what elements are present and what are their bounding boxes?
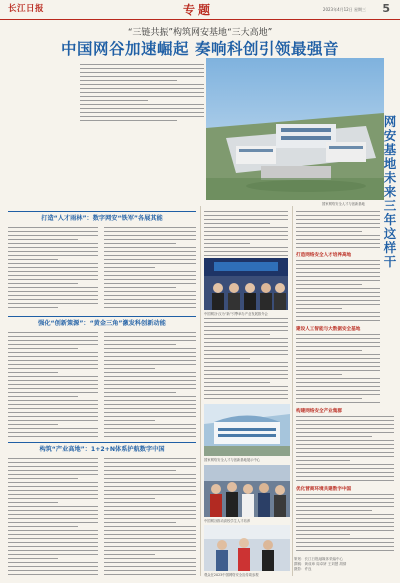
middle-text-top	[204, 211, 288, 259]
main-headline: 中国网谷加速崛起 奏响科创引领最强音	[61, 40, 339, 58]
section-1-text-col-b	[104, 227, 196, 311]
intro-text	[80, 64, 204, 124]
promotion-event-photo	[204, 258, 288, 310]
section-heading-3: 构筑“产业高地”：1+2+N体系护航数字中国	[8, 442, 196, 453]
feature-text-1	[296, 211, 380, 251]
page-number: 5	[382, 2, 390, 15]
feature-text-5	[296, 494, 394, 554]
expo-photo-caption: 国家网络安全人才与创新基地展示中心	[204, 458, 261, 462]
credit-line-3: 摄影：许良	[294, 567, 312, 571]
section-heading-1: 打造“人才雨林”：数字网安“铁军”各展其能	[8, 211, 196, 222]
column-divider-right	[292, 206, 293, 576]
feature-subhead-1: 打造网络安全人才培养高地	[296, 253, 352, 258]
feature-subhead-3: 构建网络安全产业集群	[296, 409, 342, 414]
top-photo-caption: 国家网络安全人才与创新基地	[322, 202, 365, 206]
masthead	[0, 0, 400, 20]
bottom-photo-caption: 观众在2023中国网络安全宣传周参观	[204, 573, 259, 577]
visitors-photo	[204, 525, 290, 571]
feature-subhead-4: 优化营商环境共建数字中国	[296, 487, 352, 492]
feature-subhead-2: 建设人工智能与大数据安全基地	[296, 327, 361, 332]
feature-text-3	[296, 334, 380, 406]
event-photo-caption: 中国网谷推动高校学生人才培养	[204, 519, 251, 523]
headline-kicker: “三链共振”构筑网安基地“三大高地”	[127, 28, 273, 38]
section-heading-2: 强化“创新策源”：“黄金三角”激发科创新动能	[8, 316, 196, 327]
middle-photo-caption: 中国网谷·汉为“新”引擎举办产业发展推介会	[204, 312, 268, 316]
student-event-photo	[204, 465, 290, 517]
section-3-text-col-a	[8, 458, 98, 578]
feature-text-4	[296, 416, 394, 484]
middle-text-middle	[204, 318, 288, 402]
expo-center-photo	[204, 404, 290, 456]
newspaper-logo: 长江日报	[8, 4, 45, 14]
campus-aerial-photo	[206, 58, 384, 200]
feature-text-2	[296, 260, 380, 324]
section-3-text-col-b	[104, 458, 196, 578]
section-label: 专题	[183, 3, 214, 17]
credits-block	[294, 557, 346, 572]
section-2-text-col-b	[104, 332, 196, 440]
section-1-text-col-a	[8, 227, 98, 311]
section-2-text-col-a	[8, 332, 98, 440]
credit-line-2: 撰稿：黄成章 周卓妍 王刘慧 胡倩	[294, 562, 347, 566]
credit-line-1: 策划：长江日报融媒体采编中心	[294, 557, 343, 561]
feature-vertical-title: 网安基地未来三年这样干	[383, 114, 397, 269]
column-divider-left	[200, 206, 201, 576]
issue-date: 2023年4月12日 星期三	[322, 7, 366, 12]
